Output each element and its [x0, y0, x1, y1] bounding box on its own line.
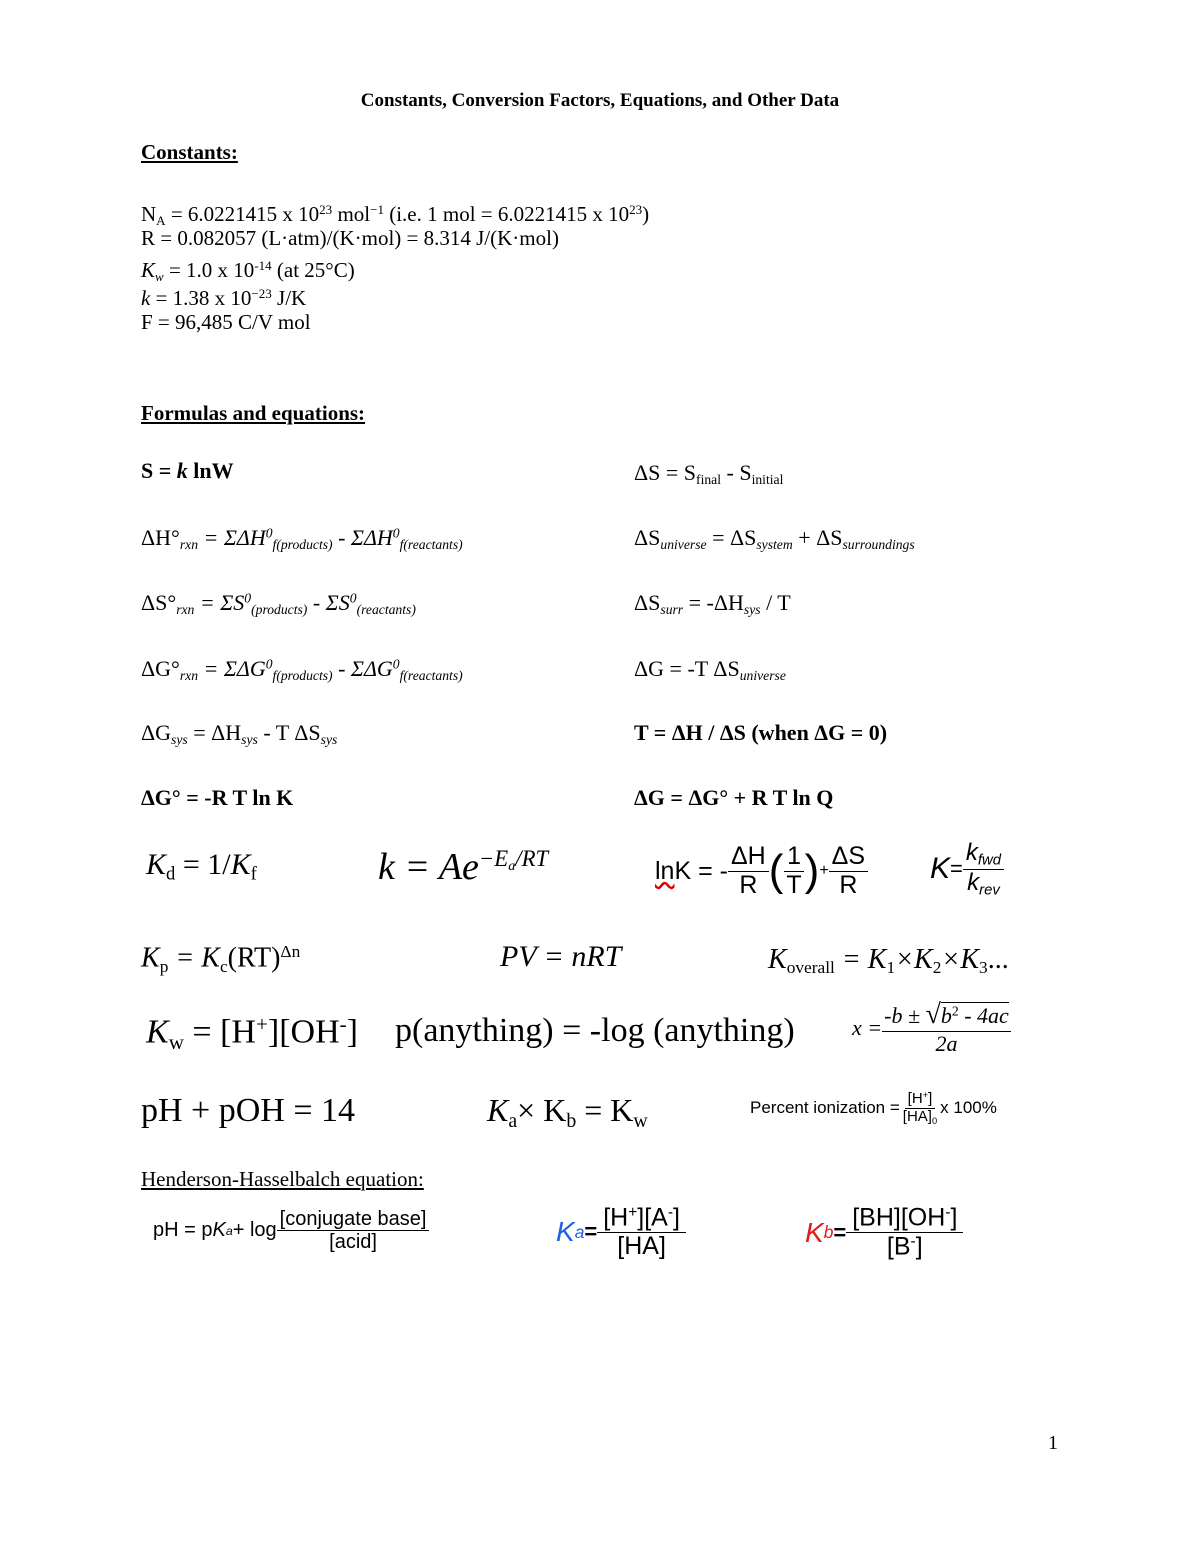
ka-kb-kw-eq: $K_a\times K_b = K_w$	[487, 1092, 648, 1132]
kw-ion-product-eq: $K_w = [H^+][OH^-]$	[146, 1012, 358, 1054]
page-number: 1	[1048, 1432, 1058, 1454]
entropy-surroundings-eq: $\Delta S_{surr} = -\Delta H_{sys} / T$	[634, 590, 791, 618]
kw-constant-line: $K_w = 1.0$ x $10^{-14}$ (at 25°C)	[141, 258, 355, 285]
entropy-rxn-eq: $\Delta S^\circ_{rxn} = \Sigma S^0_{(products)} - \Sigma S^0_{(reactants)}$	[141, 590, 416, 618]
page-title: Constants, Conversion Factors, Equations, and Other Data	[360, 90, 840, 111]
ph-poh-eq: pH + pOH = 14	[141, 1092, 356, 1129]
arrhenius-eq: $k = Ae^{-E_a/RT}$	[378, 846, 549, 888]
percent-ionization-eq: Percent ionization = $\frac{[H^+]}{[HA]_0}$ x 100%	[750, 1090, 997, 1126]
boltzmann-entropy-eq: S = k lnW	[141, 458, 234, 483]
kp-kc-eq: $K_p = K_c(RT)^{\Delta n}$	[141, 942, 301, 976]
vant-hoff-eq: ln K = - $\frac{\Delta H}{R}$ ( $\frac{1}{T}$ ) + $\frac{\Delta S}{R}$	[655, 843, 868, 899]
gibbs-rxn-eq: $\Delta G^\circ_{rxn} = \Sigma\Delta G^0_{f(products)} - \Sigma\Delta G^0_{f(reactants)}$	[141, 656, 463, 684]
boltzmann-constant-line: k = 1.38 x $10^{-23}$ J/K	[141, 286, 307, 311]
ka-expression-eq: K a = $\frac{[H^+][A^-]}{[HA]}$	[556, 1204, 686, 1261]
temperature-eq: T = ΔH / ΔS (when ΔG = 0)	[634, 720, 888, 745]
entropy-change-eq: $\Delta S = S_{final} - S_{initial}$	[634, 460, 784, 488]
quadratic-formula-eq: x = $\frac{-b \pm √b^2 - 4ac}{2a}$	[852, 999, 1009, 1056]
avogadro-line: $N_A = 6.0221415$ x $10^{23}$ mol$^{-1}$ (i.e. 1 mol = 6.0221415 x $10^{23}$)	[141, 202, 650, 229]
gibbs-standard-eq: ΔG° = -R T ln K	[141, 785, 294, 810]
p-function-eq: p(anything) = -log (anything)	[395, 1012, 795, 1049]
henderson-hasselbalch-heading: Henderson-Hasselbalch equation:	[141, 1167, 424, 1191]
koverall-eq: $K_{overall} = K_1\times K_2\times K_3$...	[768, 944, 1009, 978]
constants-heading: Constants:	[141, 140, 238, 164]
enthalpy-rxn-eq: $\Delta H^\circ_{rxn} = \Sigma\Delta H^0_{f(products)} - \Sigma\Delta H^0_{f(reactants)}$	[141, 525, 463, 553]
formulas-heading: Formulas and equations:	[141, 401, 366, 425]
gibbs-universe-eq: ΔG = -T $\Delta S_{universe}$	[634, 656, 786, 684]
k-ratio-eq: K = $\frac{k_{fwd}}{k_{rev}}$	[930, 840, 1004, 899]
gas-constant-line: R = 0.082057 (L·atm)/(K·mol) = 8.314 J/(K·mol)	[141, 226, 559, 250]
kb-expression-eq: K b = $\frac{[BH][OH^-]}{[B^-]}$	[805, 1204, 963, 1261]
henderson-hasselbalch-eq: pH = p K a + log $\frac{\text{[conjugate base]}}{\text{[acid]}}$	[153, 1208, 429, 1253]
kd-eq: $K_d = 1/K_f$	[146, 848, 257, 885]
gibbs-system-eq: $\Delta G_{sys} = \Delta H_{sys} - T$ $\Delta S_{sys}$	[141, 720, 338, 748]
entropy-universe-eq: $\Delta S_{universe} = \Delta S_{system} + \Delta S_{surroundings}$	[634, 525, 915, 553]
ideal-gas-eq: PV = nRT	[500, 940, 622, 973]
gibbs-reaction-quotient-eq: ΔG = ΔG° + R T ln Q	[634, 785, 834, 810]
faraday-constant-line: F = 96,485 C/V mol	[141, 310, 311, 334]
